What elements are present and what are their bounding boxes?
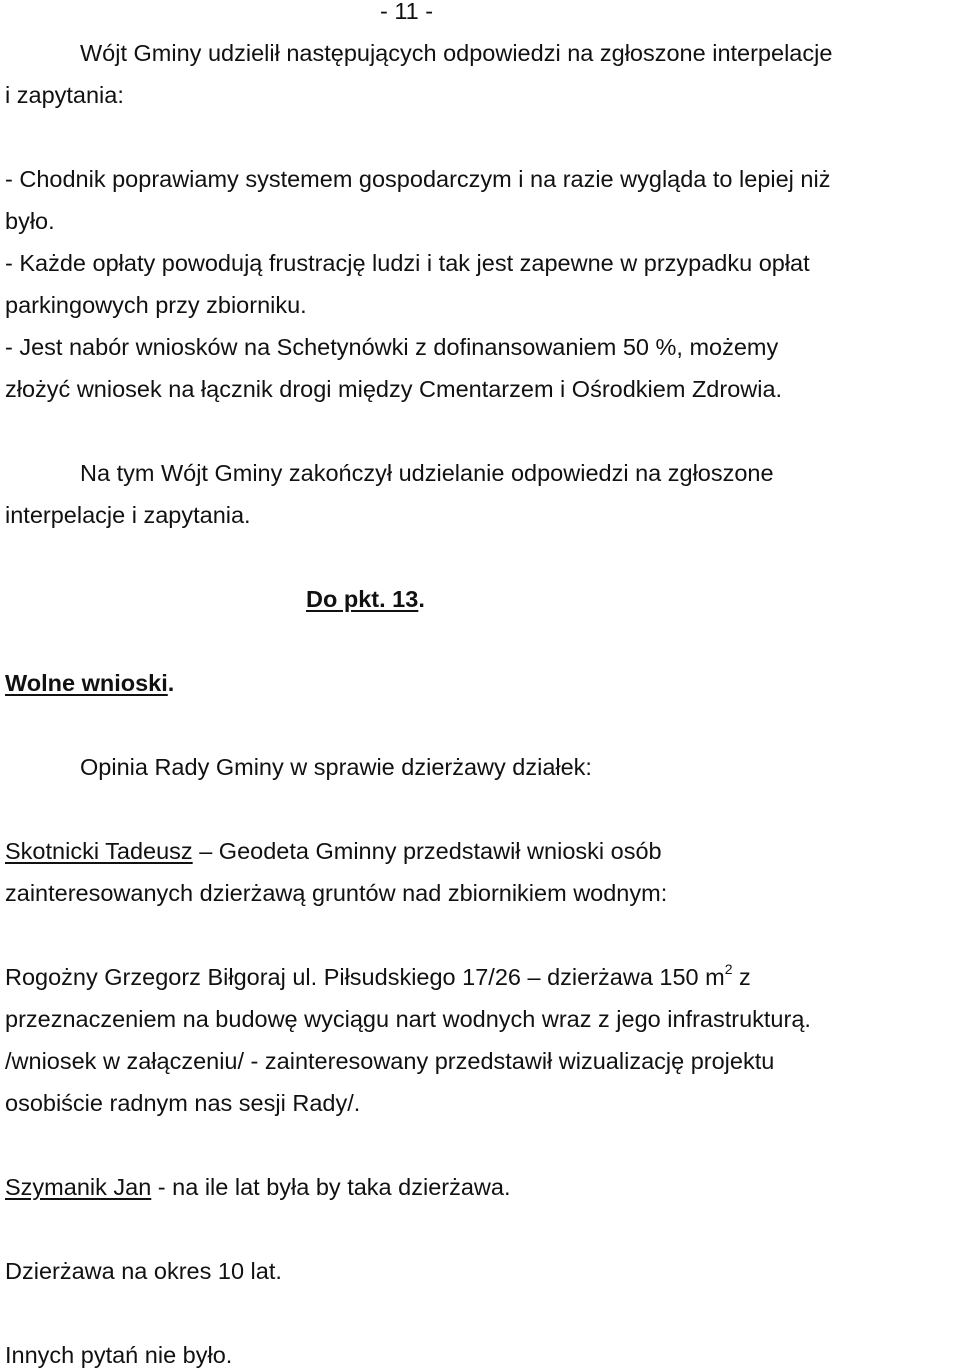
rogozny-line-1 — [5, 962, 751, 992]
section-heading-dot: . — [418, 586, 425, 612]
closing-line-2: interpelacje i zapytania. — [5, 502, 251, 528]
answer-2-line-1: - Każde opłaty powodują frustrację ludzi i tak jest zapewne w przypadku opłat — [5, 250, 810, 276]
answer-1-line-2: było. — [5, 208, 55, 234]
answer-3-line-1: - Jest nabór wniosków na Schetynówki z dofinansowaniem 50 %, możemy — [5, 334, 779, 360]
szymanik-line-rest: - na ile lat była by taka dzierżawa. — [151, 1174, 511, 1200]
opinion-line: Opinia Rady Gminy w sprawie dzierżawy działek: — [80, 754, 592, 780]
intro-line-2: i zapytania: — [5, 82, 124, 108]
area-superscript: 2 — [724, 961, 733, 977]
rogozny-line-3: /wniosek w załączeniu/ - zainteresowany przedstawił wizualizację projektu — [5, 1048, 775, 1074]
speaker-szymanik: Szymanik Jan — [5, 1174, 152, 1200]
rogozny-line-1-b: z — [732, 964, 751, 990]
section-heading — [306, 584, 425, 614]
no-more-questions-line: Innych pytań nie było. — [5, 1342, 233, 1368]
rogozny-line-1-a: Rogożny Grzegorz Biłgoraj ul. Piłsudskiego 17/26 – dzierżawa 150 m — [5, 964, 725, 990]
skotnicki-line-1-rest: – Geodeta Gminny przedstawił wnioski osób — [192, 838, 662, 864]
answer-2-line-2: parkingowych przy zbiorniku. — [5, 292, 307, 318]
skotnicki-line-1 — [5, 836, 662, 866]
intro-line-1: Wójt Gminy udzielił następujących odpowiedzi na zgłoszone interpelacje — [80, 40, 833, 66]
section-heading-text: Do pkt. 13 — [306, 586, 419, 612]
page-number: - 11 - — [380, 0, 434, 24]
closing-line-1: Na tym Wójt Gminy zakończył udzielanie odpowiedzi na zgłoszone — [80, 460, 774, 486]
answer-1-line-1: - Chodnik poprawiamy systemem gospodarczym i na razie wygląda to lepiej niż — [5, 166, 831, 192]
section-subheading-dot: . — [167, 670, 175, 696]
section-subheading — [5, 668, 174, 698]
section-subheading-text: Wolne wnioski — [5, 670, 168, 696]
speaker-skotnicki: Skotnicki Tadeusz — [5, 838, 193, 864]
skotnicki-line-2: zainteresowanych dzierżawą gruntów nad zbiornikiem wodnym: — [5, 880, 668, 906]
lease-answer-line: Dzierżawa na okres 10 lat. — [5, 1258, 282, 1284]
szymanik-line — [5, 1172, 510, 1202]
rogozny-line-2: przeznaczeniem na budowę wyciągu nart wodnych wraz z jego infrastrukturą. — [5, 1006, 811, 1032]
rogozny-line-4: osobiście radnym nas sesji Rady/. — [5, 1090, 361, 1116]
answer-3-line-2: złożyć wniosek na łącznik drogi między Cmentarzem i Ośrodkiem Zdrowia. — [5, 376, 783, 402]
